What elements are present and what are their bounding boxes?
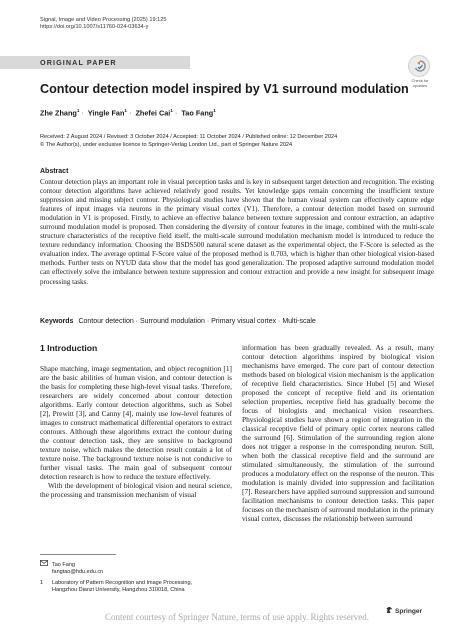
check-for-updates-label: Check for updates [411,78,429,88]
corresp-email[interactable]: fangtao@hdu.edu.cn [52,569,104,576]
journal-header [40,17,166,32]
keywords-label: Keywords [40,318,74,325]
corresponding-author [40,560,103,577]
check-for-updates-icon [414,60,426,73]
affiliation-line: Laboratory of Pattern Recognition and Image Processing, [52,580,193,586]
footnote-rule [40,554,116,555]
abstract-heading: Abstract [40,168,69,175]
publisher-name: Springer [395,608,423,615]
article-type-label: ORIGINAL PAPER [40,58,117,67]
keywords-list: Contour detection · Surround modulation · Primary visual cortex · Multi-scale [78,318,316,325]
abstract-text: Contour detection plays an important role in visual perception tasks and is key in subsequent target detection and recognition. The existing contour detection algorithms have achieved relatively good results. Yet knowledge gaps remain concerning the insufficient texture suppression and missing subject contour. Physiological studies have shown that the human visual system can effectively capture edge features of input images via neurons in the primary visual cortex (V1). Therefore, a contour detection model based on surround modulation in V1 is proposed. Firstly, to achieve an effective balance between texture suppression and contour extraction, an adaptive surround modulation model is proposed. Then considering the diversity of contour features in the image, combined with the multi-scale structure characteristics of the receptive field itself, the multi-scale surround modulation mechanism model is introduced to reduce the texture redundancy information. Choosing the BSDS500 natural scene dataset as the experimental object, the F-Score is selected as the evaluation index. The average optimal F-Score value of the proposed method is 0.703, which is higher than other biological vision-based methods. Further tests on NYUD data show that the model has good generalization. The proposed adaptive surround modulation model can effectively solve the imbalance between texture suppression and contour extraction and provide a new insight for subsequent image processing tasks. [40,178,434,286]
corresp-name: Tao Fang [52,562,75,568]
paragraph: With the development of biological vision and neural science, the processing and transmission mechanism of visual [40,481,232,500]
copyright-line: © The Author(s), under exclusive licence to Springer-Verlag London Ltd., part of Springer Nature 2024 [40,141,293,148]
paper-title: Contour detection model inspired by V1 surround modulation [40,82,409,96]
journal-citation: Signal, Image and Video Processing (2025) 19:125 [40,17,167,23]
paragraph: Shape matching, image segmentation, and object recognition [1] are the basic abilities of human vision, and contour detection is the basis for completing these high-level visual tasks. Therefore, researchers are widely concerned about contour detection algorithms. Early contour detection algorithms, such as Sobel [2], Prewitt [3], and Canny [4], mainly use low-level features of images to construct mathematical differential operators to extract contours. Although these algorithms extract the contour during the contour detection task, they are sensitive to background texture noise, which makes the detection result contain a lot of texture noise. The background texture noise is not conducive to further visual tasks. The main goal of subsequent contour detection research is how to reduce the texture effectively. [40,364,232,482]
doi-link[interactable]: https://doi.org/10.1007/s11760-024-03634-y [40,24,149,31]
watermark: Content courtesy of Springer Nature, terms of use apply. Rights reserved. [104,612,370,622]
affiliation-mark: 1 [40,580,44,586]
publication-history [40,134,337,150]
body-column-right [242,343,434,523]
affiliation [40,580,192,595]
section-heading: 1 Introduction [40,343,98,353]
check-for-updates-badge[interactable] [408,55,430,77]
author-name[interactable]: Yingle Fan [87,108,125,118]
dates-line: Received: 2 August 2024 / Revised: 3 October 2024 / Accepted: 11 October 2024 / Published online: 12 December 2024 [40,134,338,140]
envelope-icon [40,560,52,569]
author-name[interactable]: Zhe Zhang [40,108,77,118]
affiliation-line: Hangzhou Dianzi University, Hangzhou 310018, China [52,587,185,594]
paragraph: information has been gradually revealed. As a result, many contour detection algorithms inspired by biological vision mechanisms have emerged. The core part of contour detection methods based on biological vision mechanism is the application of receptive field characteristics. Since Hubel [5] and Wiesel proposed the concept of receptive field and its orientation selection properties, receptive field has gradually become the focus of biologists and mechanical vision researchers. Physiological studies have shown a region of integration in the classical receptive field of primary optic cortex neurons called the surround [6]. Stimulation of the surrounding region alone does not trigger a response in the corresponding neuron. Still, when both the classical receptive field and the surround are stimulated simultaneously, the stimulation of the surround produces a modulatory effect on the response of the neuron. This modulation is mainly divided into suppression and facilitation [7]. Researchers have applied surround suppression and surround facilitation mechanisms to contour detection tasks. This paper focuses on the mechanism of surround modulation in the primary visual cortex, discusses the relationship between surround [242,343,434,524]
author-name[interactable]: Tao Fang [181,108,214,118]
author-name[interactable]: Zhefei Cai [135,108,171,118]
body-column-left [40,364,232,499]
author-list: Zhe Zhang$^1$ · Yingle Fan$^1$ · Zhefei Cai$^1$ · Tao Fang$^1$ [40,108,216,118]
keywords [40,318,434,325]
